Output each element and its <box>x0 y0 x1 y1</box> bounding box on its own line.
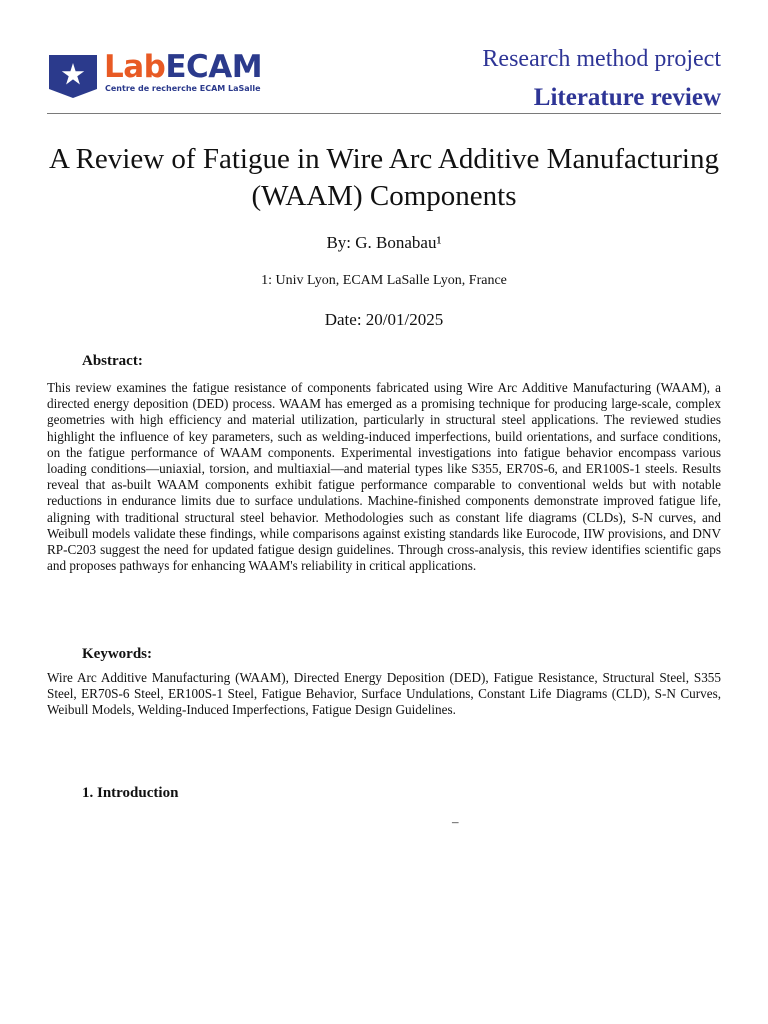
abstract-heading: Abstract: <box>82 353 143 369</box>
project-type-label: Research method project <box>482 46 721 72</box>
keywords-heading: Keywords: <box>82 646 152 662</box>
header-divider <box>47 113 721 114</box>
star-badge-icon <box>47 53 99 99</box>
section-introduction-heading: 1. Introduction <box>82 785 179 801</box>
labecam-logo <box>47 51 287 99</box>
paper-affiliation: 1: Univ Lyon, ECAM LaSalle Lyon, France <box>261 273 507 288</box>
header-block <box>482 44 721 113</box>
logo-ecam-text: ECAM <box>165 49 263 85</box>
paper-authors: By: G. Bonabau¹ <box>326 233 442 252</box>
logo-wordmark <box>104 49 262 85</box>
logo-lab-text: Lab <box>104 49 166 85</box>
document-type-label: Literature review <box>533 84 721 111</box>
logo-subtitle: Centre de recherche ECAM LaSalle <box>105 84 261 93</box>
abstract-text: This review examines the fatigue resistance of components fabricated using Wire Arc Additive Manufacturing (WAAM), a directed energy deposition (DED) process. WAAM has emerged as a promising technique for producing large-scale, complex geometries with high efficiency and material utilization, particularly in structural steel applications. The reviewed studies highlight the influence of key parameters, such as welding-induced imperfections, build orientations, and surface conditions, on the fatigue performance of WAAM components. Experimental investigations into fatigue behavior encompass various loading conditions—uniaxial, torsion, and multiaxial—and material types like S355, ER70S-6, and ER100S-1 steels. Results reveal that as-built WAAM components exhibit fatigue performance comparable to conventional welds but with notable reductions in endurance limits due to surface undulations. Machine-finished components demonstrate improved fatigue life, aligning with traditional structural steel behavior. Methodologies such as constant life diagrams (CLDs), S-N curves, and Weibull models validate these findings, while comparisons against existing standards like Eurocode, IIW provisions, and DNV RP-C203 suggest the need for updated fatigue design guidelines. Through cross-analysis, this review identifies scientific gaps and proposes pathways for enhancing WAAM's reliability in critical applications. <box>47 380 721 574</box>
paper-title: A Review of Fatigue in Wire Arc Additive Manufacturing (WAAM) Components <box>49 143 719 212</box>
paper-date: Date: 20/01/2025 <box>324 310 444 329</box>
keywords-text: Wire Arc Additive Manufacturing (WAAM), Directed Energy Deposition (DED), Fatigue Resistance, Structural Steel, S355 Steel, ER70S-6 Steel, ER100S-1 Steel, Fatigue Behavior, Surface Undulations, Constant Life Diagrams (CLD), S-N Curves, Weibull Models, Welding-Induced Imperfections, Fatigue Design Guidelines. <box>47 670 721 718</box>
dash-mark: – <box>452 814 459 829</box>
